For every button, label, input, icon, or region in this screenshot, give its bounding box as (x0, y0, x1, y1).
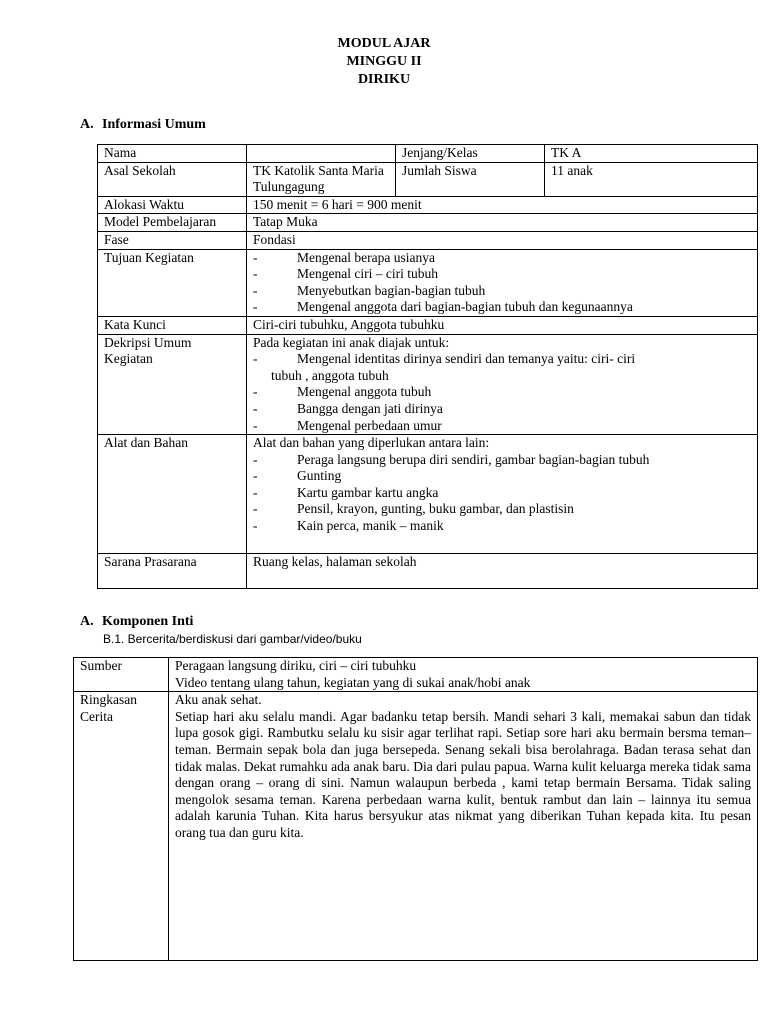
list-item: - Mengenal berapa usianya (253, 249, 435, 265)
row-label-sarana-prasarana: Sarana Prasarana (98, 554, 247, 589)
row-label-alokasi-waktu: Alokasi Waktu (98, 196, 247, 214)
list-item: - Mengenal anggota dari bagian-bagian tubuh dan kegunaannya (253, 299, 633, 315)
row-label-fase: Fase (98, 231, 247, 249)
table-row (98, 554, 758, 589)
value-alokasi-waktu: 150 menit = 6 hari = 900 menit (247, 196, 758, 214)
value-jumlah-siswa: 11 anak (545, 162, 758, 196)
row-label-ringkasan-cerita: Ringkasan Cerita (74, 692, 169, 961)
general-info-table (97, 144, 758, 589)
table-row (98, 316, 758, 334)
sumber-line: Peragaan langsung diriku, ciri – ciri tubuhku (175, 658, 417, 673)
value-model-pembelajaran: Tatap Muka (247, 214, 758, 232)
alat-intro: Alat dan bahan yang diperlukan antara lain: (253, 435, 490, 451)
sumber-line: Video tentang ulang tahun, kegiatan yang di sukai anak/hobi anak (175, 674, 531, 690)
value-sumber (169, 658, 758, 692)
section-label: Informasi Umum (102, 117, 206, 132)
section-heading-informasi-umum (80, 117, 206, 133)
table-row (98, 196, 758, 214)
list-item: - Kartu gambar kartu angka (253, 484, 439, 500)
row-label-deskripsi-umum: Dekripsi Umum Kegiatan (98, 334, 247, 435)
value-deskripsi-umum (247, 334, 758, 435)
value-sarana-prasarana: Ruang kelas, halaman sekolah (247, 554, 758, 589)
value-nama (247, 145, 396, 163)
list-item: - Mengenal identitas dirinya sendiri dan temanya yaitu: ciri- ciri (253, 351, 636, 367)
row-label-tujuan-kegiatan: Tujuan Kegiatan (98, 249, 247, 316)
table-row (98, 249, 758, 316)
list-item: - Mengenal ciri – ciri tubuh (253, 266, 438, 282)
subsection-heading-b1: B.1. Bercerita/berdiskusi dari gambar/video/buku (103, 632, 362, 646)
value-ringkasan-cerita (169, 692, 758, 961)
value-fase: Fondasi (247, 231, 758, 249)
value-tujuan-kegiatan (247, 249, 758, 316)
value-kata-kunci: Ciri-ciri tubuhku, Anggota tubuhku (247, 316, 758, 334)
list-item-continuation: tubuh , anggota tubuh (271, 367, 389, 383)
row-label-jenjang: Jenjang/Kelas (396, 145, 545, 163)
row-label-jumlah-siswa: Jumlah Siswa (396, 162, 545, 196)
list-item: - Gunting (253, 468, 342, 484)
value-asal-sekolah: TK Katolik Santa Maria Tulungagung (247, 162, 396, 196)
document-title (0, 35, 768, 89)
section-letter: A. (80, 117, 94, 132)
list-item: - Pensil, krayon, gunting, buku gambar, dan plastisin (253, 501, 574, 517)
core-component-table (73, 657, 758, 961)
story-first-line: Aku anak sehat. (175, 692, 262, 708)
table-row (98, 435, 758, 554)
section-letter: A. (80, 614, 94, 629)
list-item: - Mengenal anggota tubuh (253, 384, 432, 400)
table-row (74, 658, 758, 692)
table-row (98, 162, 758, 196)
deskripsi-intro: Pada kegiatan ini anak diajak untuk: (253, 334, 450, 350)
list-item: - Mengenal perbedaan umur (253, 417, 442, 433)
title-line-2: MINGGU II (346, 54, 422, 69)
value-alat-bahan (247, 435, 758, 554)
row-label-kata-kunci: Kata Kunci (98, 316, 247, 334)
value-jenjang: TK A (545, 145, 758, 163)
title-line-3: DIRIKU (357, 72, 411, 87)
list-item: - Menyebutkan bagian-bagian tubuh (253, 282, 486, 298)
title-line-1: MODUL AJAR (337, 36, 431, 51)
table-row (98, 334, 758, 435)
row-label-nama: Nama (98, 145, 247, 163)
list-item: - Kain perca, manik – manik (253, 518, 444, 534)
section-label: Komponen Inti (102, 614, 194, 629)
table-row (98, 145, 758, 163)
section-heading-komponen-inti (80, 614, 193, 630)
row-label-model-pembelajaran: Model Pembelajaran (98, 214, 247, 232)
table-row (98, 231, 758, 249)
story-body: Setiap hari aku selalu mandi. Agar badanku tetap bersih. Mandi sehari 3 kali, memakai sabun dan tidak lupa gosok gigi. Rambutku selalu ku sisir agar terlihat rapi. Setiap sore hari aku bermain bersma teman–teman. Bermain sepak bola dan juga bersepeda. Senang sekali bisa berolahraga. Badan terasa sehat dan tidak malas. Dekat rumahku ada anak baru. Dia dari pulau papua. Warna kulit keluarga mereka tidak sama dengan orang – orang di sini. Namun walaupun berbeda , kami tetap bermain Bersama. Tidak saling mengolok sesama teman. Karena perbedaan warna kulit, bentuk rambut dan lain – lainnya itu semua adalah karunia Tuhan. Kita harus bersyukur atas nikmat yang diberikan Tuhan kepada kita. Itu pesan orang tua dan guru kita. (175, 708, 751, 840)
list-item: - Bangga dengan jati dirinya (253, 400, 443, 416)
row-label-sumber: Sumber (74, 658, 169, 692)
row-label-asal-sekolah: Asal Sekolah (98, 162, 247, 196)
row-label-alat-bahan: Alat dan Bahan (98, 435, 247, 554)
table-row (74, 692, 758, 961)
list-item: - Peraga langsung berupa diri sendiri, gambar bagian-bagian tubuh (253, 451, 650, 467)
table-row (98, 214, 758, 232)
